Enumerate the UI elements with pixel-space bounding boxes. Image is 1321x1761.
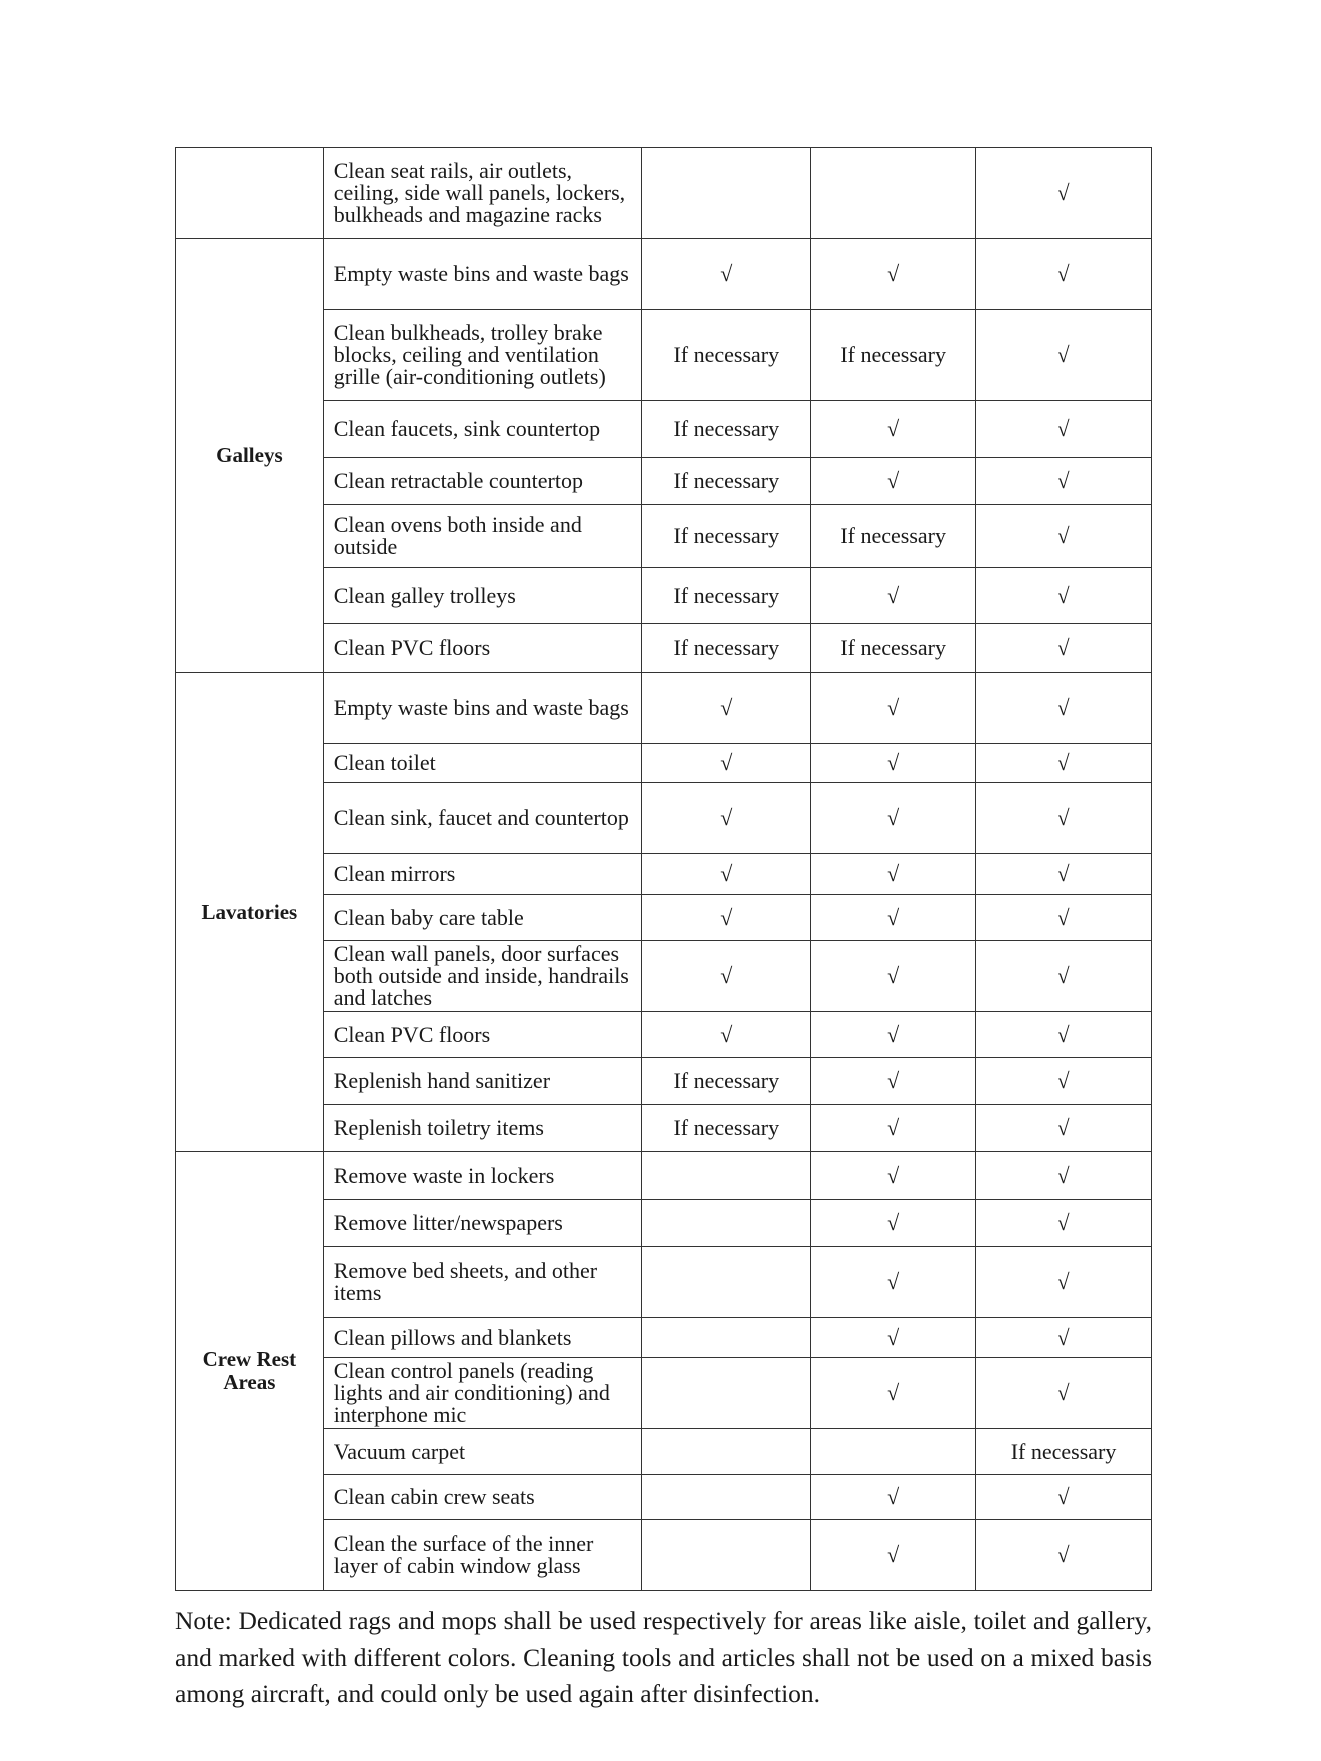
frequency-cell: √ — [642, 783, 811, 854]
frequency-cell: √ — [811, 1058, 976, 1105]
frequency-cell: If necessary — [642, 624, 811, 673]
frequency-cell: √ — [811, 1247, 976, 1318]
frequency-cell: √ — [976, 401, 1152, 458]
frequency-cell: √ — [976, 783, 1152, 854]
frequency-cell — [642, 148, 811, 239]
frequency-cell: √ — [976, 1358, 1152, 1429]
table-row — [176, 1152, 1152, 1200]
frequency-cell: √ — [811, 1152, 976, 1200]
task-cell: Clean cabin crew seats — [323, 1475, 642, 1520]
frequency-cell: √ — [642, 895, 811, 941]
frequency-cell: If necessary — [642, 1105, 811, 1152]
frequency-cell: √ — [642, 854, 811, 895]
frequency-cell — [642, 1358, 811, 1429]
frequency-cell: If necessary — [642, 401, 811, 458]
frequency-cell: √ — [811, 744, 976, 783]
frequency-cell — [642, 1152, 811, 1200]
frequency-cell: If necessary — [642, 1058, 811, 1105]
frequency-cell — [642, 1429, 811, 1475]
frequency-cell: √ — [976, 1475, 1152, 1520]
frequency-cell — [811, 1429, 976, 1475]
frequency-cell: √ — [811, 673, 976, 744]
task-cell: Clean mirrors — [323, 854, 642, 895]
frequency-cell: √ — [976, 895, 1152, 941]
frequency-cell: √ — [811, 941, 976, 1012]
frequency-cell — [642, 1318, 811, 1358]
frequency-cell: √ — [976, 458, 1152, 505]
frequency-cell: √ — [976, 1012, 1152, 1058]
frequency-cell: √ — [811, 1200, 976, 1247]
area-cell: Crew Rest Areas — [176, 1152, 324, 1591]
frequency-cell: √ — [976, 1058, 1152, 1105]
area-cell: Galleys — [176, 239, 324, 673]
task-cell: Clean PVC floors — [323, 1012, 642, 1058]
frequency-cell: √ — [811, 895, 976, 941]
task-cell: Vacuum carpet — [323, 1429, 642, 1475]
frequency-cell: If necessary — [811, 624, 976, 673]
table-row — [176, 673, 1152, 744]
frequency-cell: √ — [642, 744, 811, 783]
frequency-cell: √ — [811, 1318, 976, 1358]
frequency-cell: √ — [811, 458, 976, 505]
frequency-cell: If necessary — [642, 505, 811, 568]
task-cell: Clean baby care table — [323, 895, 642, 941]
frequency-cell: √ — [811, 1358, 976, 1429]
note-paragraph: Note: Dedicated rags and mops shall be used respectively for areas like aisle, toilet and gallery, and marked with different colors. Cleaning tools and articles shall not be used on a mixed basis among aircraft, and could only be used again after disinfection. — [175, 1606, 1152, 1708]
frequency-cell: √ — [811, 854, 976, 895]
frequency-cell: √ — [811, 1520, 976, 1591]
task-cell: Clean faucets, sink countertop — [323, 401, 642, 458]
frequency-cell: √ — [976, 1520, 1152, 1591]
frequency-cell: √ — [642, 941, 811, 1012]
area-cell — [176, 148, 324, 239]
frequency-cell: If necessary — [642, 568, 811, 624]
frequency-cell — [642, 1520, 811, 1591]
task-cell: Clean sink, faucet and countertop — [323, 783, 642, 854]
task-cell: Clean galley trolleys — [323, 568, 642, 624]
frequency-cell: If necessary — [642, 310, 811, 401]
area-cell: Lavatories — [176, 673, 324, 1152]
frequency-cell: √ — [811, 1475, 976, 1520]
frequency-cell: √ — [976, 1200, 1152, 1247]
task-cell: Clean control panels (reading lights and air conditioning) and interphone mic — [323, 1358, 642, 1429]
frequency-cell — [642, 1475, 811, 1520]
frequency-cell: √ — [811, 1012, 976, 1058]
task-cell: Clean bulkheads, trolley brake blocks, ceiling and ventilation grille (air-conditioning outlets) — [323, 310, 642, 401]
task-cell: Clean pillows and blankets — [323, 1318, 642, 1358]
frequency-cell: √ — [811, 1105, 976, 1152]
frequency-cell — [642, 1200, 811, 1247]
frequency-cell: √ — [642, 239, 811, 310]
frequency-cell: √ — [811, 783, 976, 854]
cleaning-schedule-table — [175, 147, 1152, 1591]
frequency-cell: √ — [642, 1012, 811, 1058]
task-cell: Empty waste bins and waste bags — [323, 673, 642, 744]
task-cell: Remove litter/newspapers — [323, 1200, 642, 1247]
task-cell: Clean PVC floors — [323, 624, 642, 673]
frequency-cell: √ — [976, 505, 1152, 568]
frequency-cell: If necessary — [811, 505, 976, 568]
frequency-cell: √ — [811, 239, 976, 310]
task-cell: Clean toilet — [323, 744, 642, 783]
frequency-cell: √ — [642, 673, 811, 744]
task-cell: Clean wall panels, door surfaces both outside and inside, handrails and latches — [323, 941, 642, 1012]
frequency-cell: √ — [976, 1152, 1152, 1200]
frequency-cell: √ — [976, 1318, 1152, 1358]
frequency-cell: √ — [976, 854, 1152, 895]
frequency-cell: √ — [976, 239, 1152, 310]
frequency-cell: √ — [811, 401, 976, 458]
frequency-cell: If necessary — [811, 310, 976, 401]
frequency-cell: If necessary — [976, 1429, 1152, 1475]
frequency-cell — [642, 1247, 811, 1318]
table-row — [176, 148, 1152, 239]
frequency-cell: √ — [976, 1105, 1152, 1152]
task-cell: Replenish toiletry items — [323, 1105, 642, 1152]
frequency-cell: √ — [811, 568, 976, 624]
frequency-cell: √ — [976, 310, 1152, 401]
task-cell: Remove waste in lockers — [323, 1152, 642, 1200]
frequency-cell — [811, 148, 976, 239]
frequency-cell: √ — [976, 673, 1152, 744]
task-cell: Clean the surface of the inner layer of cabin window glass — [323, 1520, 642, 1591]
task-cell: Clean retractable countertop — [323, 458, 642, 505]
task-cell: Empty waste bins and waste bags — [323, 239, 642, 310]
table-body — [176, 148, 1152, 1591]
task-cell: Remove bed sheets, and other items — [323, 1247, 642, 1318]
table-row — [176, 239, 1152, 310]
task-cell: Clean ovens both inside and outside — [323, 505, 642, 568]
frequency-cell: If necessary — [642, 458, 811, 505]
frequency-cell: √ — [976, 148, 1152, 239]
frequency-cell: √ — [976, 568, 1152, 624]
frequency-cell: √ — [976, 1247, 1152, 1318]
frequency-cell: √ — [976, 744, 1152, 783]
frequency-cell: √ — [976, 941, 1152, 1012]
task-cell: Replenish hand sanitizer — [323, 1058, 642, 1105]
task-cell: Clean seat rails, air outlets, ceiling, side wall panels, lockers, bulkheads and magazine racks — [323, 148, 642, 239]
frequency-cell: √ — [976, 624, 1152, 673]
